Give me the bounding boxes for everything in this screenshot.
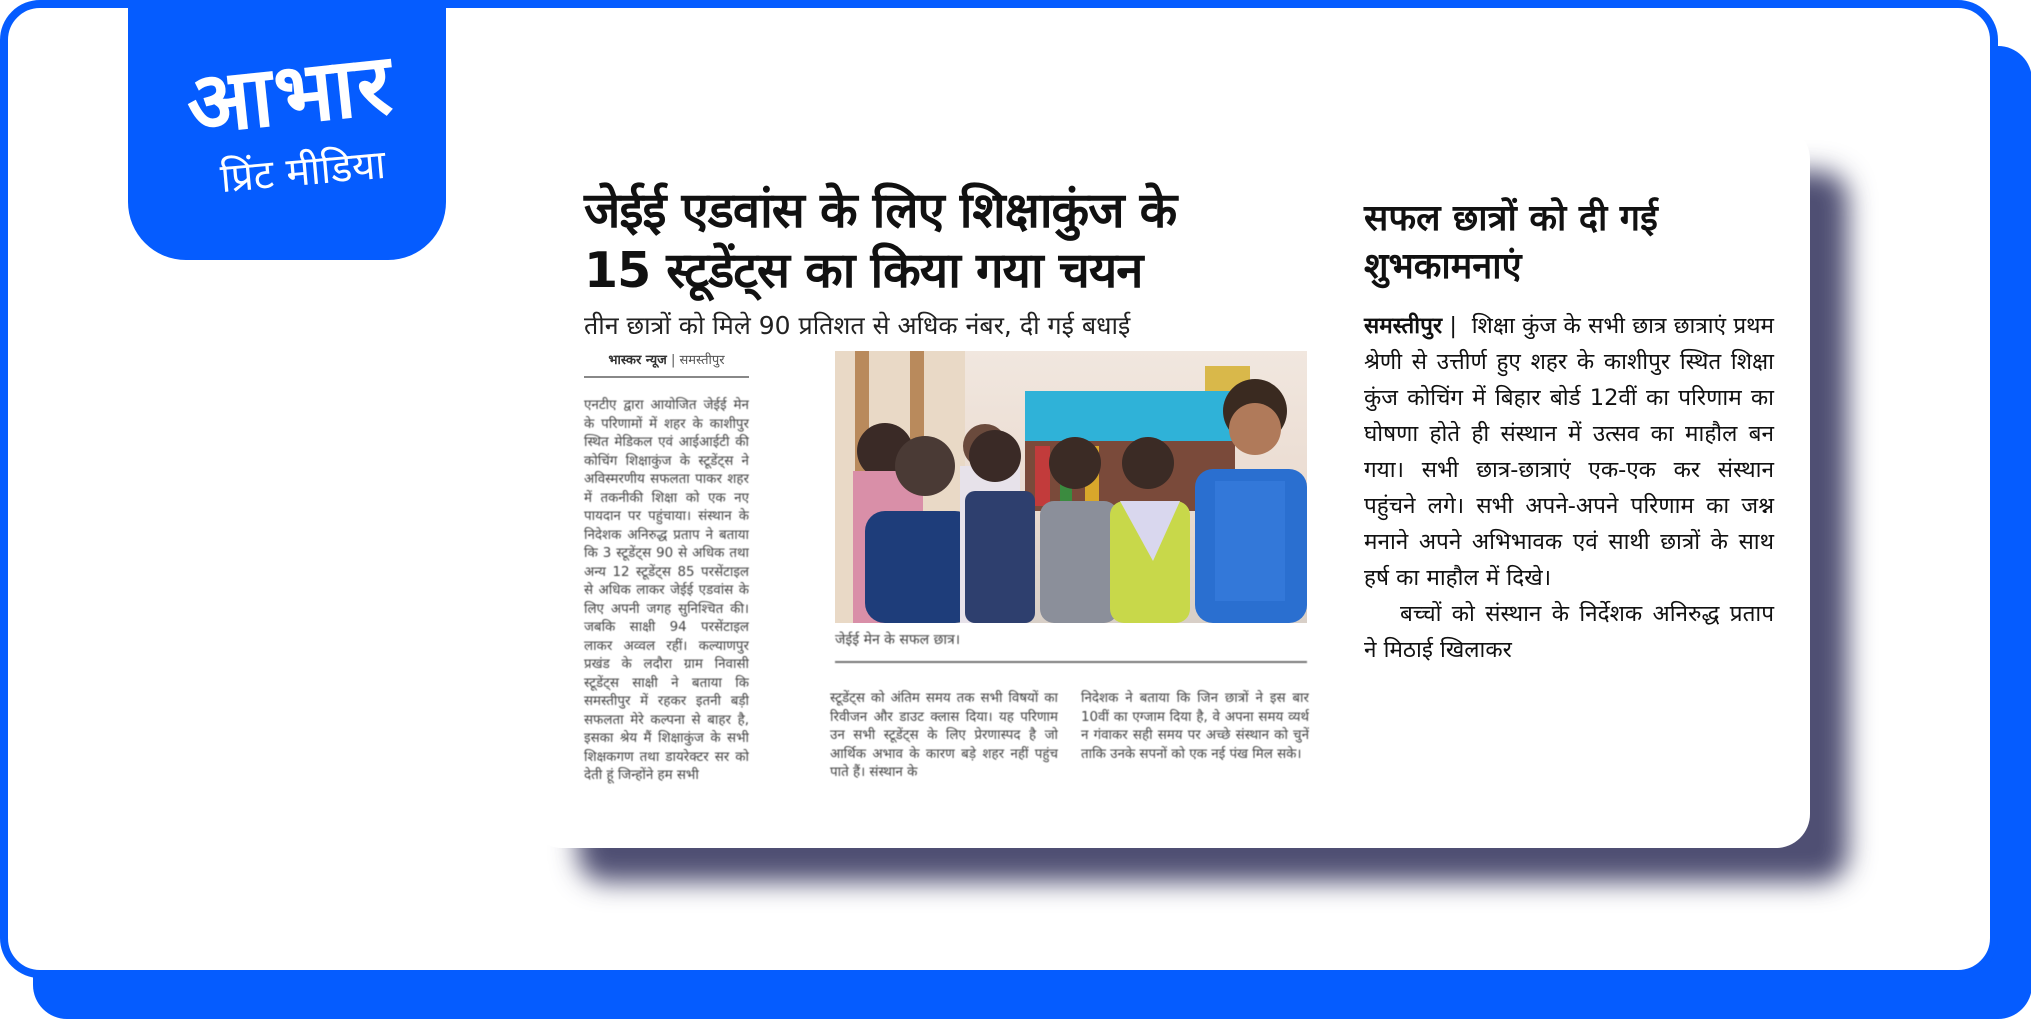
byline-place: समस्तीपुर bbox=[679, 353, 725, 368]
dateline: समस्तीपुर bbox=[1364, 313, 1443, 339]
byline-source: भास्कर न्यूज bbox=[608, 353, 667, 368]
article-column-2: स्टूडेंट्स को अंतिम समय तक सभी विषयों का रिवीजन और डाउट क्लास दिया। यह परिणाम उन सभी स्टूडेंट्स के लिए प्रेरणास्पद है जो आर्थिक अभाव के कारण बड़े शहर नहीं पहुंच पाते हैं। संस्थान के bbox=[830, 691, 1058, 780]
brand-logo bbox=[128, 0, 446, 260]
side-paragraph-1-text: शिक्षा कुंज के सभी छात्र छात्राएं प्रथम श्रेणी से उत्तीर्ण हुए शहर के काशीपुर स्थित शिक्षा कुंज कोचिंग में बिहार बोर्ड 12वीं का परिणाम का घोषणा होते ही संस्थान में उत्सव का माहौल बन गया। सभी छात्र-छात्राएं एक-एक कर संस्थान पहुंचने लगे। सभी अपने-अपने परिणाम का जश्न मनाने अपने अभिभावक एवं साथी छात्रों के साथ हर्ष का माहौल में दिखे। bbox=[1364, 313, 1774, 591]
newspaper-clipping bbox=[528, 125, 1810, 848]
side-headline-line2: शुभकामनाएं bbox=[1364, 246, 1522, 287]
byline-separator: | bbox=[670, 353, 676, 368]
main-headline-line2: 15 स्टूडेंट्स का किया गया चयन bbox=[584, 242, 1143, 299]
main-subheadline: तीन छात्रों को मिले 90 प्रतिशत से अधिक नंबर, दी गई बधाई bbox=[584, 311, 1131, 340]
article-column-1: एनटीए द्वारा आयोजित जेईई मेन के परिणामों में शहर के काशीपुर स्थित मेडिकल एवं आईआईटी की कोचिंग शिक्षाकुंज के स्टूडेंट्स ने अविस्मरणीय सफलता पाकर शहर में तकनीकी शिक्षा को एक नए पायदान पर पहुंचाया। संस्थान के निदेशक अनिरुद्ध प्रताप ने बताया कि 3 स्टूडेंट्स 90 से अधिक तथा अन्य 12 स्टूडेंट्स 85 परसेंटाइल से अधिक लाकर जेईई एडवांस के लिए अपनी जगह सुनिश्चित की। जबकि साक्षी 94 परसेंटाइल लाकर अव्वल रहीं। कल्याणपुर प्रखंड के लदौरा ग्राम निवासी स्टूडेंट्स साक्षी ने बताया कि समस्तीपुर में रहकर इतनी बड़ी सफलता मेरे कल्पना से बाहर है, इसका श्रेय मैं शिक्षाकुंज के सभी शिक्षकगण तथा डायरेक्टर सर को देती हूं जिन्होंने हम सभी bbox=[584, 398, 749, 783]
group-photo-illustration bbox=[835, 351, 1307, 623]
main-headline bbox=[584, 181, 1344, 301]
main-headline-line1: जेईई एडवांस के लिए शिक्षाकुंज के bbox=[584, 182, 1177, 239]
logo-sub-text: प्रिंट मीडिया bbox=[218, 141, 388, 203]
byline bbox=[584, 350, 749, 378]
logo-main-text: आभार bbox=[181, 34, 399, 154]
side-paragraph-2: बच्चों को संस्थान के निर्देशक अनिरुद्ध प्रताप ने मिठाई खिलाकर bbox=[1364, 601, 1774, 663]
side-headline bbox=[1364, 195, 1784, 291]
side-headline-line1: सफल छात्रों को दी गई bbox=[1364, 198, 1658, 239]
side-article-body bbox=[1364, 308, 1774, 668]
side-paragraph-1 bbox=[1364, 308, 1774, 596]
photo-caption: जेईई मेन के सफल छात्र। bbox=[835, 630, 1307, 663]
students-photo bbox=[835, 351, 1307, 623]
dateline-separator: | bbox=[1449, 313, 1458, 339]
article-column-3: निदेशक ने बताया कि जिन छात्रों ने इस बार 10वीं का एग्जाम दिया है, वे अपना समय व्यर्थ न गंवाकर सही समय पर अच्छे संस्थान को चुनें ताकि उनके सपनों को एक नई पंख मिल सके। bbox=[1081, 691, 1309, 762]
